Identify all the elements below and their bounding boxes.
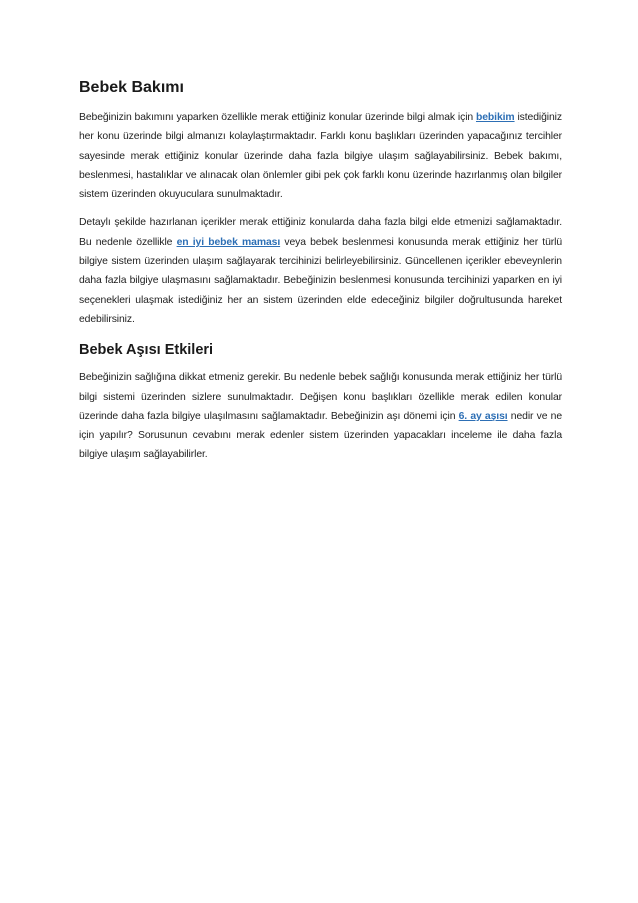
paragraph-vaccine-text-1: Bebeğinizin sağlığına dikkat etmeniz gerekir. Bu nedenle bebek sağlığı konusunda merak ettiğiniz her türlü bilgi sistemi üzerinden sizlere sunulmaktadır. Değişen konu başlıkları özellikle merak edilen konular üzerinde daha fazla bilgiye ulaşılmasını sağlamaktadır. Bebeğinizin aşı dönemi için: [79, 372, 562, 422]
bebek-mamasi-link[interactable]: en iyi bebek maması: [176, 236, 281, 248]
ay-asisi-link[interactable]: 6. ay aşısı: [458, 410, 508, 422]
paragraph-intro-text-1: Bebeğinizin bakımını yaparken özellikle merak ettiğiniz konular üzerinde bilgi almak için: [79, 112, 476, 123]
paragraph-details: [79, 213, 562, 329]
paragraph-vaccine-text-2: nedir ve ne için yapılır? Sorusunun cevabını merak edenler sistem üzerinden yapacakları inceleme ile daha fazla bilgiye ulaşım sağlayabilirler.: [79, 410, 562, 461]
paragraph-details-text-1: Detaylı şekilde hazırlanan içerikler merak ettiğiniz konularda daha fazla bilgi elde etmenizi sağlamaktadır. Bu nedenle özellikle: [79, 217, 562, 248]
paragraph-intro-text-2: istediğiniz her konu üzerinde bilgi almanızı kolaylaştırmaktadır. Farklı konu başlıkları üzerinden yapacağınız tercihler sayesinde merak ettiğiniz konular üzerinde daha fazla bilgiye ulaşım sağlayabilirsiniz. Bebek bakımı, beslenmesi, hastalıklar ve alınacak olan önlemler gibi pek çok farklı konu üzerinde hazırlanmış olan bilgiler sistem üzerinden okuyuculara sunulmaktadır.: [79, 112, 562, 201]
section-subtitle: Bebek Aşısı Etkileri: [79, 342, 214, 359]
document-title: Bebek Bakımı: [79, 79, 184, 96]
bebikim-link[interactable]: bebikim: [475, 112, 515, 123]
paragraph-intro: [79, 108, 562, 204]
document-page: [79, 78, 562, 474]
paragraph-details-text-2: veya bebek beslenmesi konusunda merak ettiğiniz her türlü bilgiye sistem üzerinden ulaşım sağlayarak tercihinizi belirleyebilirsiniz. Güncellenen içerikler ebeveynlerin daha fazla bilgiye ulaşmasını sağlamaktadır. Bebeğinizin beslenmesi konusunda tercihinizi yaparken en iyi seçenekleri ulaşmak istediğiniz her an sistem üzerinden elde edeceğiniz bilgiler doğrultusunda hareket edebilirsiniz.: [79, 236, 562, 325]
paragraph-vaccine: [79, 368, 562, 464]
